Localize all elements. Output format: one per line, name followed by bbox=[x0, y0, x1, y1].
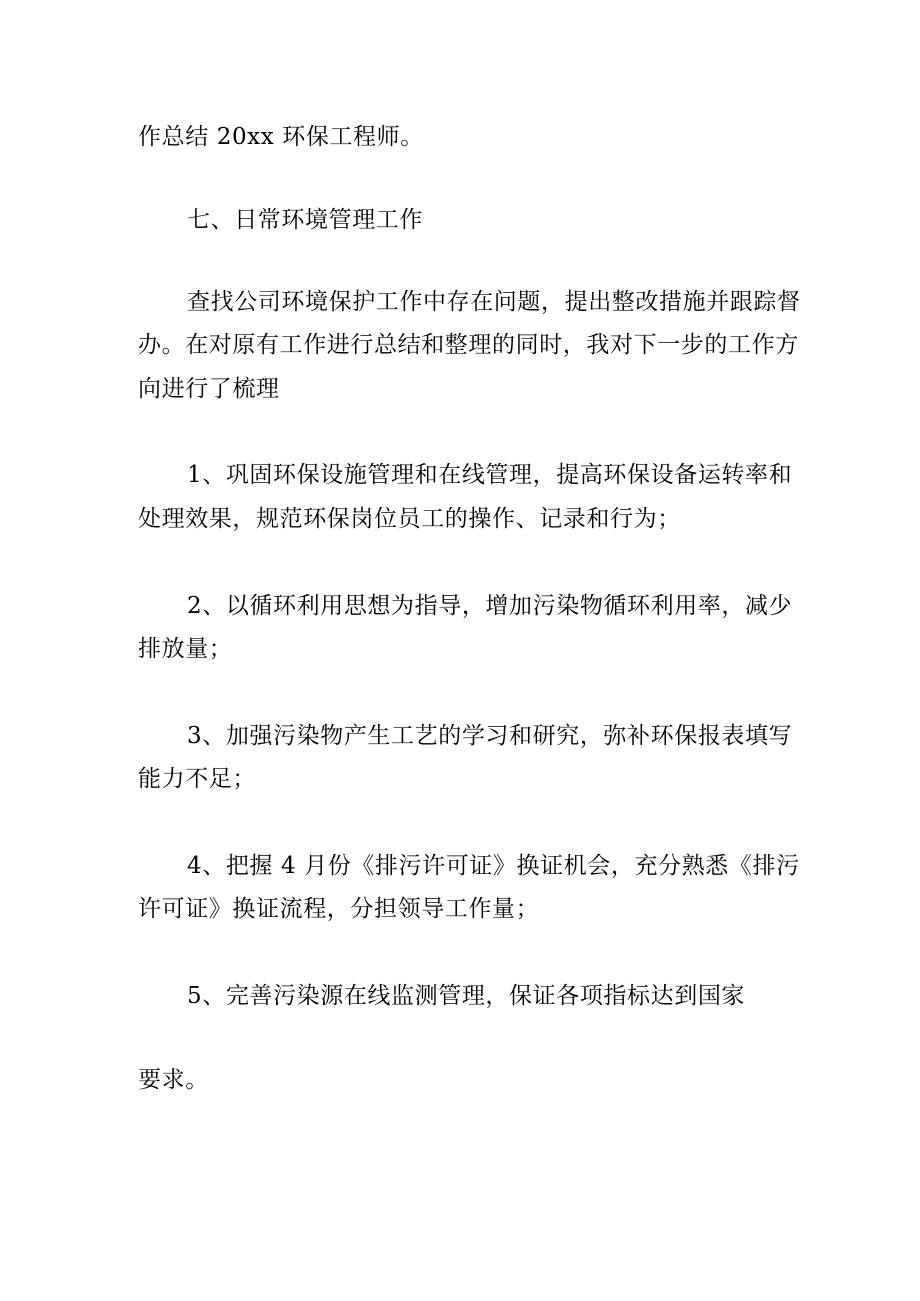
paragraph-line: 向进行了梳理 bbox=[138, 376, 280, 402]
list-item-4-line: 4、把握 4 月份《排污许可证》换证机会，充分熟悉《排污 bbox=[187, 853, 800, 879]
list-item-2-line: 2、以循环利用思想为指导，增加污染物循环利用率，减少 bbox=[187, 593, 793, 619]
section-heading: 七、日常环境管理工作 bbox=[187, 207, 423, 233]
list-item-3-line: 3、加强污染物产生工艺的学习和研究，弥补环保报表填写 bbox=[187, 723, 793, 749]
list-item-1-line: 1、巩固环保设施管理和在线管理，提高环保设备运转率和 bbox=[187, 462, 793, 488]
text-line-continuation: 作总结 20xx 环保工程师。 bbox=[138, 124, 424, 150]
list-item-4-line: 许可证》换证流程，分担领导工作量； bbox=[138, 896, 540, 922]
list-item-2-line: 排放量； bbox=[138, 636, 233, 662]
paragraph-line: 办。在对原有工作进行总结和整理的同时，我对下一步的工作方 bbox=[138, 332, 799, 358]
list-item-5-line: 要求。 bbox=[138, 1067, 209, 1093]
paragraph-line: 查找公司环境保护工作中存在问题，提出整改措施并跟踪督 bbox=[187, 289, 801, 315]
list-item-1-line: 处理效果，规范环保岗位员工的操作、记录和行为； bbox=[138, 506, 681, 532]
list-item-3-line: 能力不足； bbox=[138, 766, 256, 792]
list-item-5-line: 5、完善污染源在线监测管理，保证各项指标达到国家 bbox=[187, 983, 746, 1009]
